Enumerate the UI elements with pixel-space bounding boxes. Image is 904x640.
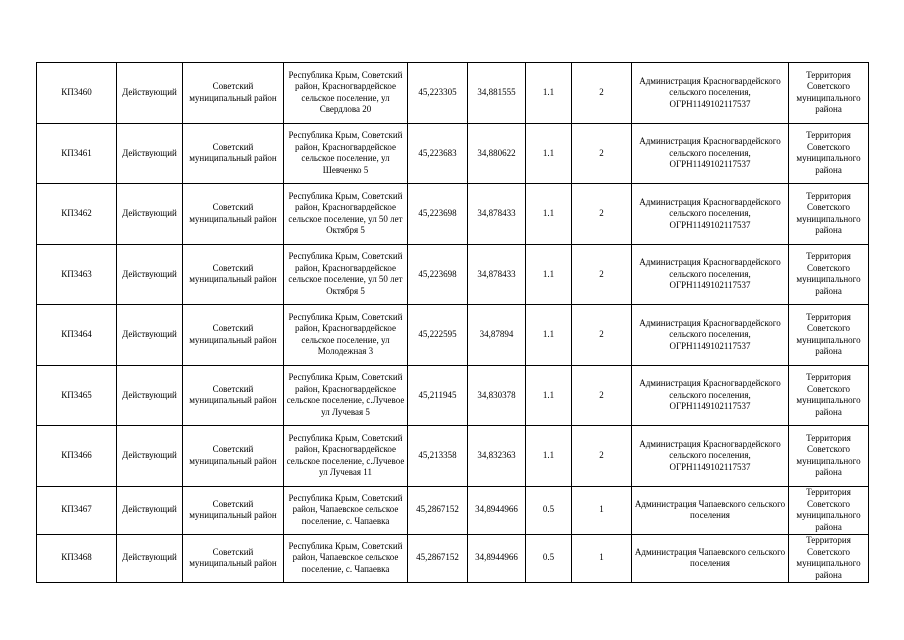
cell-territory: Территория Советского муниципального района: [789, 184, 869, 245]
cell-latitude: 45,223698: [408, 184, 468, 245]
cell-longitude: 34,878433: [468, 244, 526, 305]
cell-municipality: Советский муниципальный район: [183, 123, 284, 184]
cell-owner: Администрация Красногвардейского сельского поселения, ОГРН1149102117537: [632, 184, 789, 245]
cell-owner: Администрация Красногвардейского сельского поселения, ОГРН1149102117537: [632, 123, 789, 184]
table-row: [37, 534, 869, 582]
cell-territory: Территория Советского муниципального района: [789, 63, 869, 124]
cell-municipality: Советский муниципальный район: [183, 426, 284, 487]
cell-territory: Территория Советского муниципального района: [789, 305, 869, 366]
cell-municipality: Советский муниципальный район: [183, 486, 284, 534]
cell-latitude: 45,223698: [408, 244, 468, 305]
table-row: [37, 184, 869, 245]
cell-address: Республика Крым, Советский район, Красногвардейское сельское поселение, ул 50 лет Октября 5: [284, 184, 408, 245]
cell-volume: 1.1: [526, 244, 572, 305]
cell-latitude: 45,223683: [408, 123, 468, 184]
cell-longitude: 34,8944966: [468, 486, 526, 534]
cell-status: Действующий: [117, 486, 183, 534]
cell-volume: 1.1: [526, 305, 572, 366]
cell-municipality: Советский муниципальный район: [183, 534, 284, 582]
table-row: [37, 123, 869, 184]
cell-count: 2: [572, 184, 632, 245]
cell-volume: 1.1: [526, 184, 572, 245]
cell-territory: Территория Советского муниципального района: [789, 486, 869, 534]
cell-latitude: 45,222595: [408, 305, 468, 366]
cell-municipality: Советский муниципальный район: [183, 365, 284, 426]
cell-territory: Территория Советского муниципального района: [789, 365, 869, 426]
cell-address: Республика Крым, Советский район, Красногвардейское сельское поселение, ул Свердлова 20: [284, 63, 408, 124]
cell-id: КП3467: [37, 486, 117, 534]
cell-address: Республика Крым, Советский район, Чапаевское сельское поселение, с. Чапаевка: [284, 534, 408, 582]
cell-owner: Администрация Красногвардейского сельского поселения, ОГРН1149102117537: [632, 244, 789, 305]
cell-territory: Территория Советского муниципального района: [789, 534, 869, 582]
cell-territory: Территория Советского муниципального района: [789, 123, 869, 184]
cell-id: КП3464: [37, 305, 117, 366]
cell-id: КП3466: [37, 426, 117, 487]
cell-address: Республика Крым, Советский район, Красногвардейское сельское поселение, с.Лучевое ул Лучевая 5: [284, 365, 408, 426]
cell-territory: Территория Советского муниципального района: [789, 426, 869, 487]
table-row: [37, 365, 869, 426]
cell-owner: Администрация Красногвардейского сельского поселения, ОГРН1149102117537: [632, 426, 789, 487]
cell-longitude: 34,880622: [468, 123, 526, 184]
cell-longitude: 34,881555: [468, 63, 526, 124]
cell-owner: Администрация Чапаевского сельского поселения: [632, 534, 789, 582]
cell-count: 2: [572, 123, 632, 184]
cell-address: Республика Крым, Советский район, Красногвардейское сельское поселение, ул 50 лет Октября 5: [284, 244, 408, 305]
cell-longitude: 34,878433: [468, 184, 526, 245]
cell-owner: Администрация Чапаевского сельского поселения: [632, 486, 789, 534]
cell-volume: 1.1: [526, 365, 572, 426]
cell-longitude: 34,830378: [468, 365, 526, 426]
cell-count: 1: [572, 534, 632, 582]
cell-volume: 0.5: [526, 486, 572, 534]
cell-status: Действующий: [117, 63, 183, 124]
cell-latitude: 45,211945: [408, 365, 468, 426]
cell-municipality: Советский муниципальный район: [183, 305, 284, 366]
cell-longitude: 34,832363: [468, 426, 526, 487]
cell-owner: Администрация Красногвардейского сельского поселения, ОГРН1149102117537: [632, 305, 789, 366]
registry-table: [36, 62, 869, 583]
table-row: [37, 426, 869, 487]
cell-count: 2: [572, 63, 632, 124]
cell-count: 2: [572, 305, 632, 366]
cell-latitude: 45,213358: [408, 426, 468, 487]
cell-volume: 1.1: [526, 63, 572, 124]
cell-municipality: Советский муниципальный район: [183, 184, 284, 245]
table-row: [37, 63, 869, 124]
cell-status: Действующий: [117, 534, 183, 582]
cell-owner: Администрация Красногвардейского сельского поселения, ОГРН1149102117537: [632, 63, 789, 124]
cell-volume: 1.1: [526, 123, 572, 184]
cell-volume: 0.5: [526, 534, 572, 582]
cell-id: КП3468: [37, 534, 117, 582]
cell-count: 2: [572, 426, 632, 487]
cell-status: Действующий: [117, 244, 183, 305]
cell-latitude: 45,2867152: [408, 486, 468, 534]
cell-territory: Территория Советского муниципального района: [789, 244, 869, 305]
cell-latitude: 45,223305: [408, 63, 468, 124]
cell-id: КП3465: [37, 365, 117, 426]
cell-status: Действующий: [117, 184, 183, 245]
cell-status: Действующий: [117, 123, 183, 184]
cell-status: Действующий: [117, 365, 183, 426]
cell-count: 2: [572, 244, 632, 305]
cell-address: Республика Крым, Советский район, Красногвардейское сельское поселение, ул Молодежная 3: [284, 305, 408, 366]
cell-id: КП3463: [37, 244, 117, 305]
cell-municipality: Советский муниципальный район: [183, 244, 284, 305]
cell-volume: 1.1: [526, 426, 572, 487]
cell-id: КП3461: [37, 123, 117, 184]
cell-status: Действующий: [117, 426, 183, 487]
table-row: [37, 244, 869, 305]
cell-id: КП3462: [37, 184, 117, 245]
cell-count: 1: [572, 486, 632, 534]
cell-count: 2: [572, 365, 632, 426]
cell-longitude: 34,8944966: [468, 534, 526, 582]
table-row: [37, 305, 869, 366]
cell-id: КП3460: [37, 63, 117, 124]
cell-owner: Администрация Красногвардейского сельского поселения, ОГРН1149102117537: [632, 365, 789, 426]
cell-address: Республика Крым, Советский район, Чапаевское сельское поселение, с. Чапаевка: [284, 486, 408, 534]
cell-status: Действующий: [117, 305, 183, 366]
table-row: [37, 486, 869, 534]
cell-address: Республика Крым, Советский район, Красногвардейское сельское поселение, с.Лучевое ул Лучевая 11: [284, 426, 408, 487]
cell-municipality: Советский муниципальный район: [183, 63, 284, 124]
cell-latitude: 45,2867152: [408, 534, 468, 582]
cell-address: Республика Крым, Советский район, Красногвардейское сельское поселение, ул Шевченко 5: [284, 123, 408, 184]
cell-longitude: 34,87894: [468, 305, 526, 366]
